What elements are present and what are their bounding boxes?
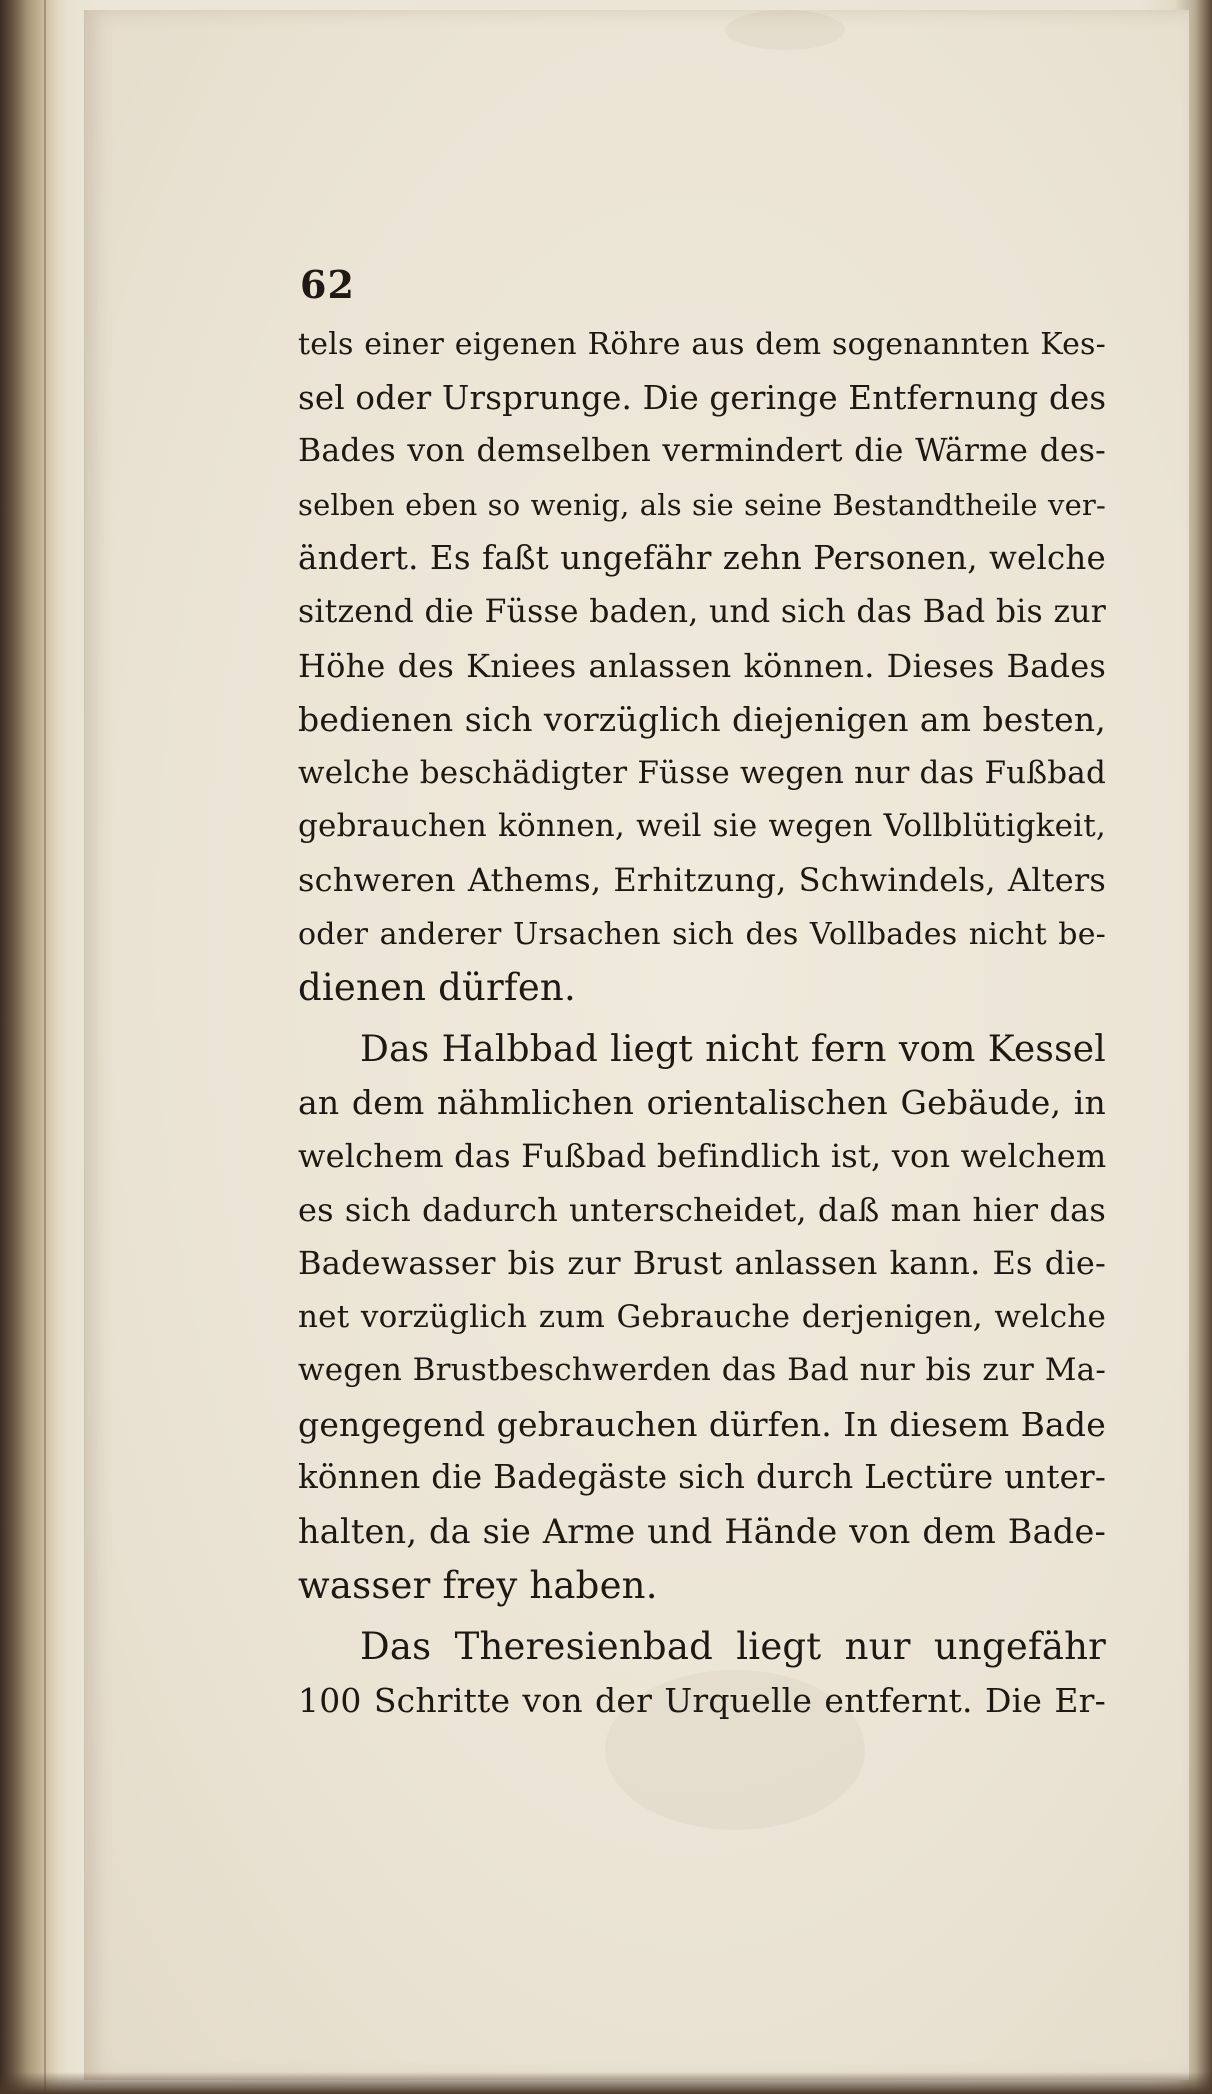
paragraph-theresienbad [298, 1620, 1106, 1727]
paragraph-fussbad [298, 318, 1106, 1015]
text-line: es sich dadurch unterscheidet, daß man hier das [298, 1190, 1106, 1229]
text-line: tels einer eigenen Röhre aus dem sogenannten Kes- [298, 327, 1106, 362]
page-bottom-shadow [0, 2072, 1212, 2094]
text-line: halten, da sie Arme und Hände von dem Bade- [298, 1512, 1106, 1552]
body-text [298, 318, 1106, 1727]
text-line: wegen Brustbeschwerden das Bad nur bis zur Ma- [298, 1352, 1106, 1389]
text-line: 100 Schritte von der Urquelle entfernt. Die Er- [298, 1680, 1106, 1720]
paragraph-gap [298, 1015, 1106, 1023]
text-line: net vorzüglich zum Gebrauche derjenigen, welche [298, 1298, 1106, 1335]
text-line: sel oder Ursprunge. Die geringe Entfernung des [298, 378, 1107, 417]
text-line: Bades von demselben vermindert die Wärme des- [298, 433, 1106, 470]
paragraph-halbbad [298, 1023, 1106, 1613]
text-line: selben eben so wenig, als sie seine Bestandtheile ver- [298, 487, 1106, 522]
text-line: gebrauchen können, weil sie wegen Vollblütigkeit, [298, 808, 1106, 845]
text-line: an dem nähmlichen orientalischen Gebäude, in [298, 1083, 1106, 1123]
text-line: welchem das Fußbad befindlich ist, von welchem [298, 1136, 1107, 1175]
text-line: welche beschädigter Füsse wegen nur das Fußbad [298, 754, 1106, 791]
text-line: Das Halbbad liegt nicht fern vom Kessel [360, 1028, 1106, 1070]
page-number: 62 [300, 262, 355, 307]
text-line: oder anderer Ursachen sich des Vollbades nicht be- [298, 916, 1106, 952]
book-binding-edge [0, 0, 58, 2094]
text-line: bedienen sich vorzüglich diejenigen am besten, [298, 700, 1106, 740]
paper-smudge [725, 10, 845, 50]
text-line: Das Theresienbad liegt nur ungefähr [360, 1625, 1106, 1669]
text-line: können die Badegäste sich durch Lectüre unter- [298, 1458, 1106, 1497]
text-line: Höhe des Kniees anlassen können. Dieses Bades [298, 646, 1106, 685]
text-line: sitzend die Füsse baden, und sich das Bad bis zur [298, 593, 1106, 630]
paragraph-gap [298, 1612, 1106, 1620]
text-line: gengegend gebrauchen dürfen. In diesem Bade [298, 1404, 1106, 1444]
text-line: ändert. Es faßt ungefähr zehn Personen, welche [298, 539, 1106, 578]
text-line: Badewasser bis zur Brust anlassen kann. Es die- [298, 1244, 1106, 1283]
text-line: wasser frey haben. [298, 1563, 658, 1607]
text-line: schweren Athems, Erhitzung, Schwindels, Alters [298, 860, 1106, 899]
text-line: dienen dürfen. [298, 966, 576, 1010]
